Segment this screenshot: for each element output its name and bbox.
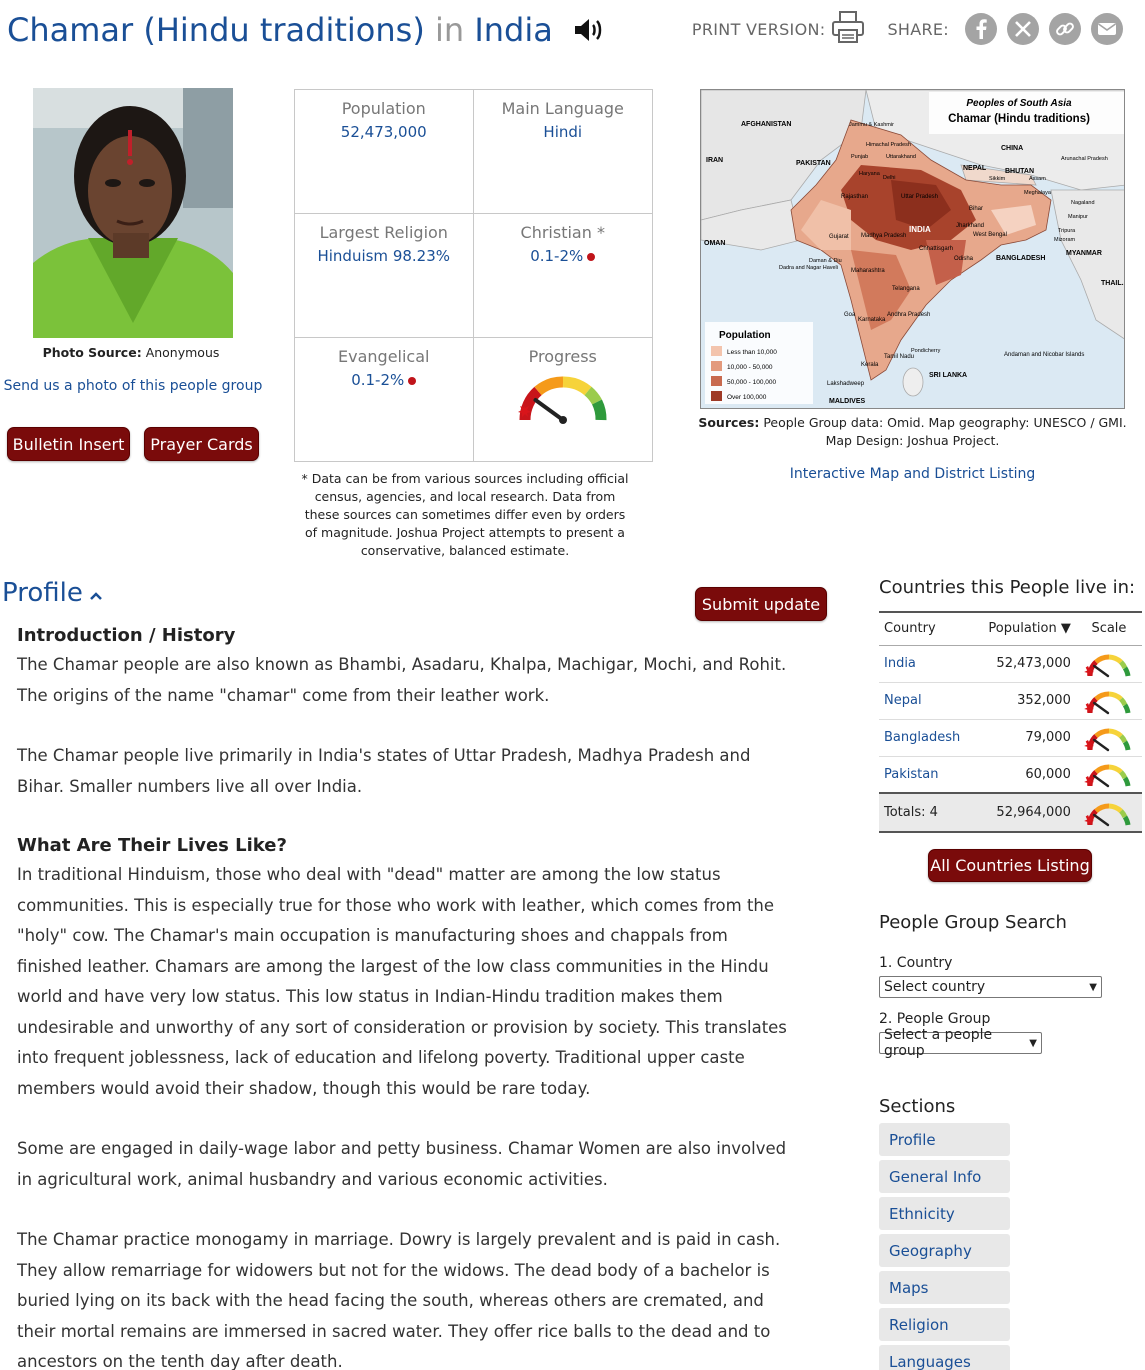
map-label: Assam <box>1029 176 1046 182</box>
map-label: Chhattisgarh <box>919 246 954 252</box>
share-label: SHARE: <box>887 19 949 39</box>
section-link[interactable]: Languages <box>879 1345 1010 1370</box>
map-sources-label: Sources: <box>698 415 760 430</box>
col-scale[interactable]: Scale <box>1076 612 1142 645</box>
map-label: Gujarat <box>829 234 849 240</box>
legend-label: 10,000 - 50,000 <box>727 364 773 371</box>
top-actions <box>692 10 1123 48</box>
search-heading: People Group Search <box>879 912 1067 933</box>
group-select-value: Select a people group <box>884 1027 993 1059</box>
map-label: OMAN <box>704 240 726 247</box>
country-name[interactable]: India <box>474 11 553 49</box>
speaker-icon[interactable] <box>573 12 605 52</box>
chevron-down-icon: ▼ <box>1089 981 1097 993</box>
country-population: 52,473,000 <box>974 645 1076 682</box>
legend-swatch <box>711 376 722 386</box>
lives-paragraph-3: The Chamar practice monogamy in marriage. Dowry is largely prevalent and is paid in cash. They allow remarriage for widowers but not for the widows. The dead body of a bachelor is buried lying on its back with the head facing the south, whereas others are cremated, and their mortal remains are immersed in sacred water. They offer rice balls to the dead and to ancestors on the tenth day after death. <box>17 1230 781 1370</box>
profile-heading[interactable] <box>2 578 103 608</box>
prayer-cards-button[interactable]: Prayer Cards <box>144 427 259 461</box>
profile-article <box>17 622 787 1370</box>
scale-gauge-icon[interactable] <box>1076 682 1142 719</box>
table-row <box>879 682 1142 719</box>
map-label: BANGLADESH <box>996 255 1046 262</box>
in-word: in <box>434 11 465 49</box>
interactive-map-link[interactable]: Interactive Map and District Listing <box>789 466 1036 482</box>
map-label: Sikkim <box>989 176 1006 182</box>
map-label: Goa <box>844 312 856 318</box>
section-link[interactable]: Geography <box>879 1234 1010 1267</box>
map-sources-text: People Group data: Omid. Map geography: UNESCO / GMI. Map Design: Joshua Project. <box>763 415 1127 448</box>
map-label: Tripura <box>1058 228 1076 234</box>
map-label: Haryana <box>859 171 880 177</box>
photo-source-label: Photo Source: <box>42 345 142 360</box>
stat-label: Progress <box>528 347 597 366</box>
x-twitter-icon[interactable] <box>1007 13 1039 45</box>
country-link[interactable]: Nepal <box>879 682 974 719</box>
email-icon[interactable] <box>1091 13 1123 45</box>
legend-label: Less than 10,000 <box>727 349 777 356</box>
intro-paragraph-2: The Chamar people live primarily in India's states of Uttar Pradesh, Madhya Pradesh and Bihar. Smaller numbers live all over India. <box>17 746 751 796</box>
col-population[interactable]: Population ▼ <box>974 612 1076 645</box>
printer-icon[interactable] <box>831 10 865 48</box>
map-label: Rajasthan <box>841 194 869 200</box>
countries-table <box>879 611 1142 833</box>
map-label: Andaman and Nicobar Islands <box>1004 352 1085 358</box>
stat-value[interactable]: Hindi <box>543 123 583 141</box>
col-country[interactable]: Country <box>879 612 974 645</box>
stat-label: Population <box>341 99 426 118</box>
data-note: * Data can be from various sources including official census, agencies, and local research. Data from these sources can sometimes differ even by orders of magnitude. Joshua Project attempts to present a conservative, balanced estimate. <box>301 471 629 558</box>
bulletin-insert-button[interactable]: Bulletin Insert <box>7 427 130 461</box>
map-label: MALDIVES <box>829 398 866 405</box>
map-label: Daman & Diu <box>809 258 842 264</box>
stat-value: 0.1-2% <box>351 371 405 389</box>
lives-title: What Are Their Lives Like? <box>17 835 287 856</box>
map-label: Pondicherry <box>911 348 941 354</box>
country-select[interactable] <box>879 976 1102 998</box>
map-label: Punjab <box>851 154 869 160</box>
stat-christian <box>474 214 653 338</box>
scale-gauge-icon[interactable] <box>1076 719 1142 756</box>
legend-label: Over 100,000 <box>727 394 767 401</box>
map-label: PAKISTAN <box>796 160 831 167</box>
map-label: Lakshadweep <box>827 381 865 387</box>
print-label: PRINT VERSION: <box>691 19 826 39</box>
people-name: Chamar (Hindu traditions) <box>7 11 425 49</box>
all-countries-button[interactable]: All Countries Listing <box>928 849 1092 882</box>
map-label: Jammu & Kashmir <box>849 122 894 128</box>
totals-value: 52,964,000 <box>974 793 1076 832</box>
map-label: Kerala <box>861 362 879 368</box>
legend-swatch <box>711 361 722 371</box>
map-label: BHUTAN <box>1005 168 1035 175</box>
section-link[interactable]: Religion <box>879 1308 1010 1341</box>
stat-value: 0.1-2% <box>530 247 584 265</box>
map-label: Telangana <box>892 286 920 292</box>
map-label: IRAN <box>706 157 724 164</box>
map-label: Arunachal Pradesh <box>1061 156 1108 162</box>
map-label: Odisha <box>954 256 974 262</box>
map-label: Meghalaya <box>1024 190 1051 196</box>
stat-religion <box>295 214 474 338</box>
map-title-1: Peoples of South Asia <box>966 98 1072 109</box>
map-label: Mizoram <box>1054 237 1076 243</box>
status-dot-icon <box>408 377 416 385</box>
country-link[interactable]: Bangladesh <box>879 719 974 756</box>
legend-label: 50,000 - 100,000 <box>727 379 777 386</box>
legend-title: Population <box>719 330 771 341</box>
map-title-2: Chamar (Hindu traditions) <box>948 113 1090 125</box>
stat-progress <box>474 338 653 461</box>
sections-heading: Sections <box>879 1096 956 1117</box>
map-label: AFGHANISTAN <box>741 121 792 128</box>
map-label: INDIA <box>909 225 931 234</box>
map-label: Bihar <box>969 206 984 212</box>
lives-paragraph-2: Some are engaged in daily-wage labor and petty business. Chamar Women are also involved in agricultural work, animal husbandry and various economic activities. <box>17 1139 787 1189</box>
map-label: CHINA <box>1001 145 1024 152</box>
profile-heading-text: Profile <box>2 578 83 608</box>
page-title <box>7 10 605 52</box>
table-row <box>879 719 1142 756</box>
countries-heading: Countries this People live in: <box>879 577 1136 598</box>
stat-label: Christian * <box>520 223 605 242</box>
population-map[interactable] <box>700 89 1125 409</box>
chevron-down-icon: ▼ <box>1029 1037 1037 1049</box>
table-row <box>879 756 1142 793</box>
facebook-icon[interactable] <box>965 13 997 45</box>
people-group-select[interactable] <box>879 1027 1042 1059</box>
map-label: Karnataka <box>858 317 886 323</box>
chevron-up-icon[interactable] <box>89 578 103 608</box>
map-label: Manipur <box>1068 214 1088 220</box>
stat-evangelical <box>295 338 474 461</box>
map-label: Delhi <box>883 175 896 181</box>
photo-source <box>0 345 262 360</box>
map-label: Dadra and Nagar Haveli <box>779 265 839 271</box>
map-label: Himachal Pradesh <box>866 142 911 148</box>
scale-gauge-icon[interactable] <box>1076 793 1142 832</box>
send-photo-link[interactable]: Send us a photo of this people group <box>3 378 263 394</box>
country-population: 79,000 <box>974 719 1076 756</box>
section-link[interactable]: Ethnicity <box>879 1197 1010 1230</box>
map-label: Madhya Pradesh <box>861 233 907 239</box>
totals-row <box>879 793 1142 832</box>
status-dot-icon <box>587 253 595 261</box>
stat-label: Main Language <box>501 99 624 118</box>
totals-label: Totals: 4 <box>879 793 974 832</box>
country-population: 352,000 <box>974 682 1076 719</box>
section-link[interactable]: Profile <box>879 1123 1010 1156</box>
intro-title: Introduction / History <box>17 625 236 646</box>
submit-update-button[interactable]: Submit update <box>695 587 827 621</box>
section-link[interactable]: Maps <box>879 1271 1010 1304</box>
country-link[interactable]: India <box>879 645 974 682</box>
map-label: Jharkhand <box>956 223 985 229</box>
stat-value: 52,473,000 <box>340 123 427 141</box>
map-label: THAIL. <box>1101 280 1124 287</box>
intro-paragraph-1: The Chamar people are also known as Bhambi, Asadaru, Khalpa, Machigar, Mochi, and Rohit. The origins of the name "chamar" come from their leather work. <box>17 655 787 705</box>
map-label: Uttar Pradesh <box>901 194 939 200</box>
country-select-value: Select country <box>884 979 986 995</box>
stat-language <box>474 90 653 214</box>
map-label: Tamil Nadu <box>884 354 915 360</box>
stat-population <box>295 90 474 214</box>
stat-label: Largest Religion <box>319 223 448 242</box>
map-label: Nagaland <box>1071 200 1095 206</box>
map-label: Andhra Pradesh <box>887 312 931 318</box>
map-label: SRI LANKA <box>929 372 968 379</box>
photo-source-value: Anonymous <box>145 345 220 360</box>
map-label: NEPAL <box>963 165 987 172</box>
group-field-label: 2. People Group <box>879 1011 991 1027</box>
stats-grid <box>294 89 653 462</box>
country-field-label: 1. Country <box>879 955 953 971</box>
country-population: 60,000 <box>974 756 1076 793</box>
progress-gauge-icon[interactable] <box>474 372 653 432</box>
map-sources <box>690 414 1135 450</box>
table-row <box>879 645 1142 682</box>
scale-gauge-icon[interactable] <box>1076 645 1142 682</box>
legend-swatch <box>711 346 722 356</box>
stat-label: Evangelical <box>338 347 430 366</box>
legend-swatch <box>711 391 722 401</box>
people-photo <box>33 88 233 338</box>
section-link[interactable]: General Info <box>879 1160 1010 1193</box>
map-label: Uttarakhand <box>886 154 916 160</box>
link-icon[interactable] <box>1049 13 1081 45</box>
stat-value[interactable]: Hinduism 98.23% <box>317 247 451 265</box>
lives-paragraph-1: In traditional Hinduism, those who deal with "dead" matter are among the low status communities. This is especially true for those who work with leather, which comes from the "holy" cow. The Chamar's main occupation is manufacturing shoes and chappals from finished leather. Chamars are among the largest of the low class communities in the Hindu world and have very low status. This low status in Indian-Hindu tradition makes them undesirable and unworthy of any sort of consideration or provision by society. This translates into frequent joblessness, lack of education and lifelong poverty. Traditional upper caste members would avoid their shadow, though this would be rare today. <box>17 865 787 1098</box>
map-label: West Bengal <box>973 232 1007 238</box>
map-label: MYANMAR <box>1066 250 1102 257</box>
scale-gauge-icon[interactable] <box>1076 756 1142 793</box>
map-label: Maharashtra <box>851 268 885 274</box>
country-link[interactable]: Pakistan <box>879 756 974 793</box>
